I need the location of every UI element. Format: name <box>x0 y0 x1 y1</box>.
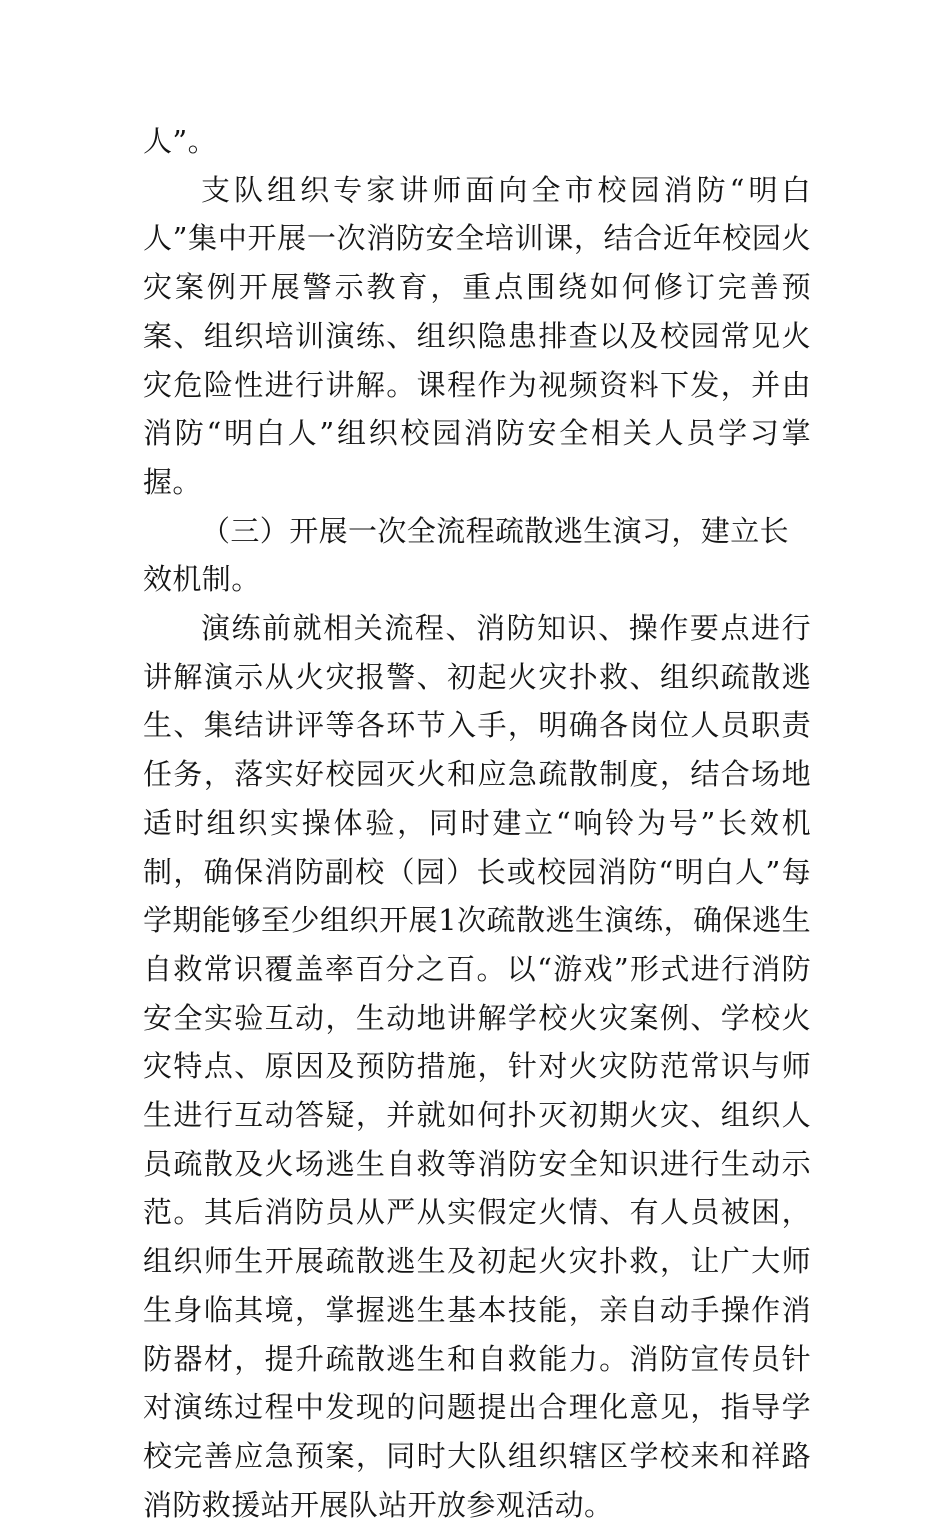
paragraph-evacuation-drill: 演练前就相关流程、消防知识、操作要点进行讲解演示从火灾报警、初起火灾扑救、组织疏散逃生、集结讲评等各环节入手，明确各岗位人员职责任务，落实好校园灭火和应急疏散制度，结合场地适时组织实操体验，同时建立“响铃为号”长效机制，确保消防副校（园）长或校园消防“明白人”每学期能够至少组织开展1次疏散逃生演练，确保逃生自救常识覆盖率百分之百。以“游戏”形式进行消防安全实验互动，生动地讲解学校火灾案例、学校火灾特点、原因及预防措施，针对火灾防范常识与师生进行互动答疑，并就如何扑灭初期火灾、组织人员疏散及火场逃生自救等消防安全知识进行生动示范。其后消防员从严从实假定火情、有人员被困，组织师生开展疏散逃生及初起火灾扑救，让广大师生身临其境，掌握逃生基本技能，亲自动手操作消防器材，提升疏散逃生和自救能力。消防宣传员针对演练过程中发现的问题提出合理化意见，指导学校完善应急预案，同时大队组织辖区学校来和祥路消防救援站开展队站开放参观活动。 <box>143 611 811 1522</box>
paragraph-continuation: 人”。 <box>143 124 218 158</box>
document-body <box>143 117 811 1529</box>
paragraph-training-course: 支队组织专家讲师面向全市校园消防“明白人”集中开展一次消防安全培训课，结合近年校园火灾案例开展警示教育，重点围绕如何修订完善预案、组织培训演练、组织隐患排查以及校园常见火灾危险性进行讲解。课程作为视频资料下发，并由消防“明白人”组织校园消防安全相关人员学习掌握。 <box>143 172 811 499</box>
section-heading-evacuation-drill: （三）开展一次全流程疏散逃生演习，建立长效机制。 <box>143 513 790 597</box>
